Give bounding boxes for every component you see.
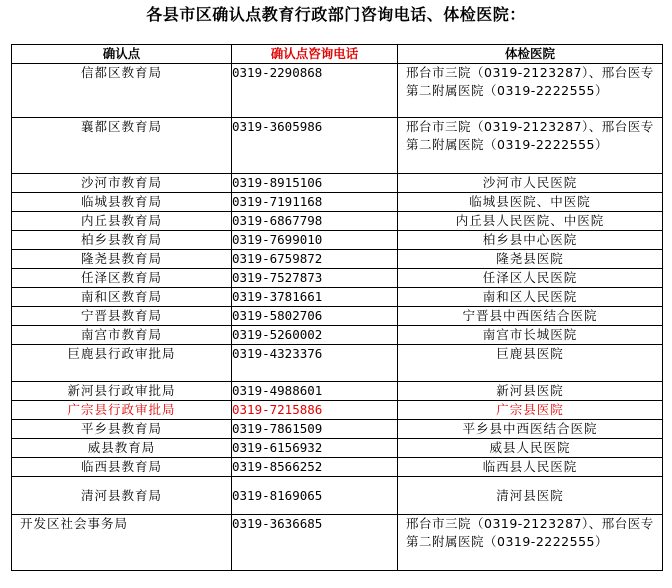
table-row bbox=[12, 420, 663, 439]
table-row bbox=[12, 307, 663, 326]
page-title: 各县市区确认点教育行政部门咨询电话、体检医院： bbox=[146, 5, 526, 24]
hospital-cell: 临西县人民医院 bbox=[398, 458, 663, 477]
phone-cell: 0319-8169065 bbox=[232, 477, 398, 515]
phone-cell: 0319-6759872 bbox=[232, 250, 398, 269]
unit-cell: 新河县行政审批局 bbox=[12, 382, 232, 401]
table-row bbox=[12, 269, 663, 288]
table-row-highlighted bbox=[12, 401, 663, 420]
hospital-cell: 南和区人民医院 bbox=[398, 288, 663, 307]
hospital-cell: 柏乡县中心医院 bbox=[398, 231, 663, 250]
phone-cell: 0319-8915106 bbox=[232, 174, 398, 193]
table-row bbox=[12, 382, 663, 401]
phone-cell: 0319-7699010 bbox=[232, 231, 398, 250]
table-row bbox=[12, 458, 663, 477]
unit-cell: 信都区教育局 bbox=[12, 64, 232, 118]
table-row bbox=[12, 515, 663, 571]
unit-cell: 沙河市教育局 bbox=[12, 174, 232, 193]
phone-cell: 0319-4988601 bbox=[232, 382, 398, 401]
phone-cell: 0319-6867798 bbox=[232, 212, 398, 231]
table-row bbox=[12, 174, 663, 193]
phone-cell: 0319-3781661 bbox=[232, 288, 398, 307]
hospital-cell: 清河县医院 bbox=[398, 477, 663, 515]
unit-cell: 临城县教育局 bbox=[12, 193, 232, 212]
hospital-cell: 南宫市长城医院 bbox=[398, 326, 663, 345]
table-row bbox=[12, 64, 663, 118]
unit-cell: 任泽区教育局 bbox=[12, 269, 232, 288]
phone-cell: 0319-7527873 bbox=[232, 269, 398, 288]
hospital-cell: 任泽区人民医院 bbox=[398, 269, 663, 288]
hospital-cell: 平乡县中西医结合医院 bbox=[398, 420, 663, 439]
hospital-cell: 巨鹿县医院 bbox=[398, 345, 663, 382]
table-row bbox=[12, 193, 663, 212]
table-row bbox=[12, 345, 663, 382]
unit-cell: 临西县教育局 bbox=[12, 458, 232, 477]
unit-cell: 清河县教育局 bbox=[12, 477, 232, 515]
table-header-row bbox=[12, 45, 663, 64]
unit-cell: 南宫市教育局 bbox=[12, 326, 232, 345]
unit-cell bbox=[12, 345, 232, 382]
phone-cell: 0319-7191168 bbox=[232, 193, 398, 212]
phone-cell: 0319-2290868 bbox=[232, 64, 398, 118]
hospital-cell: 隆尧县医院 bbox=[398, 250, 663, 269]
phone-cell: 0319-5260002 bbox=[232, 326, 398, 345]
hospital-cell: 宁晋县中西医结合医院 bbox=[398, 307, 663, 326]
unit-text: 巨鹿县行政审批局 bbox=[67, 346, 176, 361]
unit-cell: 宁晋县教育局 bbox=[12, 307, 232, 326]
table-row bbox=[12, 288, 663, 307]
hospital-cell: 威县人民医院 bbox=[398, 439, 663, 458]
hospital-cell: 邢台市三院（0319-2123287）、邢台医专第二附属医院（0319-2222555） bbox=[398, 118, 663, 174]
table-row bbox=[12, 439, 663, 458]
hospital-cell: 邢台市三院（0319-2123287）、邢台医专第二附属医院（0319-2222555） bbox=[398, 64, 663, 118]
table-row bbox=[12, 250, 663, 269]
unit-cell: 隆尧县教育局 bbox=[12, 250, 232, 269]
table-row bbox=[12, 326, 663, 345]
unit-cell: 内丘县教育局 bbox=[12, 212, 232, 231]
phone-cell: 0319-3636685 bbox=[232, 515, 398, 571]
hospital-cell: 邢台市三院（0319-2123287）、邢台医专第二附属医院（0319-2222555） bbox=[398, 515, 663, 571]
hospital-cell: 广宗县医院 bbox=[398, 401, 663, 420]
phone-cell: 0319-7861509 bbox=[232, 420, 398, 439]
phone-cell: 0319-6156932 bbox=[232, 439, 398, 458]
hospital-cell: 临城县医院、中医院 bbox=[398, 193, 663, 212]
table-row bbox=[12, 212, 663, 231]
unit-cell: 襄都区教育局 bbox=[12, 118, 232, 174]
unit-cell: 开发区社会事务局 bbox=[12, 515, 232, 571]
unit-cell: 柏乡县教育局 bbox=[12, 231, 232, 250]
phone-cell: 0319-8566252 bbox=[232, 458, 398, 477]
phone-cell: 0319-3605986 bbox=[232, 118, 398, 174]
unit-cell: 广宗县行政审批局 bbox=[12, 401, 232, 420]
header-unit: 确认点 bbox=[12, 45, 232, 64]
header-phone: 确认点咨询电话 bbox=[232, 45, 398, 64]
header-hospital: 体检医院 bbox=[398, 45, 663, 64]
table-row bbox=[12, 477, 663, 515]
unit-cell: 南和区教育局 bbox=[12, 288, 232, 307]
contact-table bbox=[11, 44, 663, 571]
hospital-cell: 沙河市人民医院 bbox=[398, 174, 663, 193]
unit-cell: 威县教育局 bbox=[12, 439, 232, 458]
unit-cell: 平乡县教育局 bbox=[12, 420, 232, 439]
phone-cell: 0319-4323376 bbox=[232, 345, 398, 382]
hospital-cell: 新河县医院 bbox=[398, 382, 663, 401]
table-row bbox=[12, 231, 663, 250]
phone-cell: 0319-7215886 bbox=[232, 401, 398, 420]
table-row bbox=[12, 118, 663, 174]
hospital-cell: 内丘县人民医院、中医院 bbox=[398, 212, 663, 231]
phone-cell: 0319-5802706 bbox=[232, 307, 398, 326]
